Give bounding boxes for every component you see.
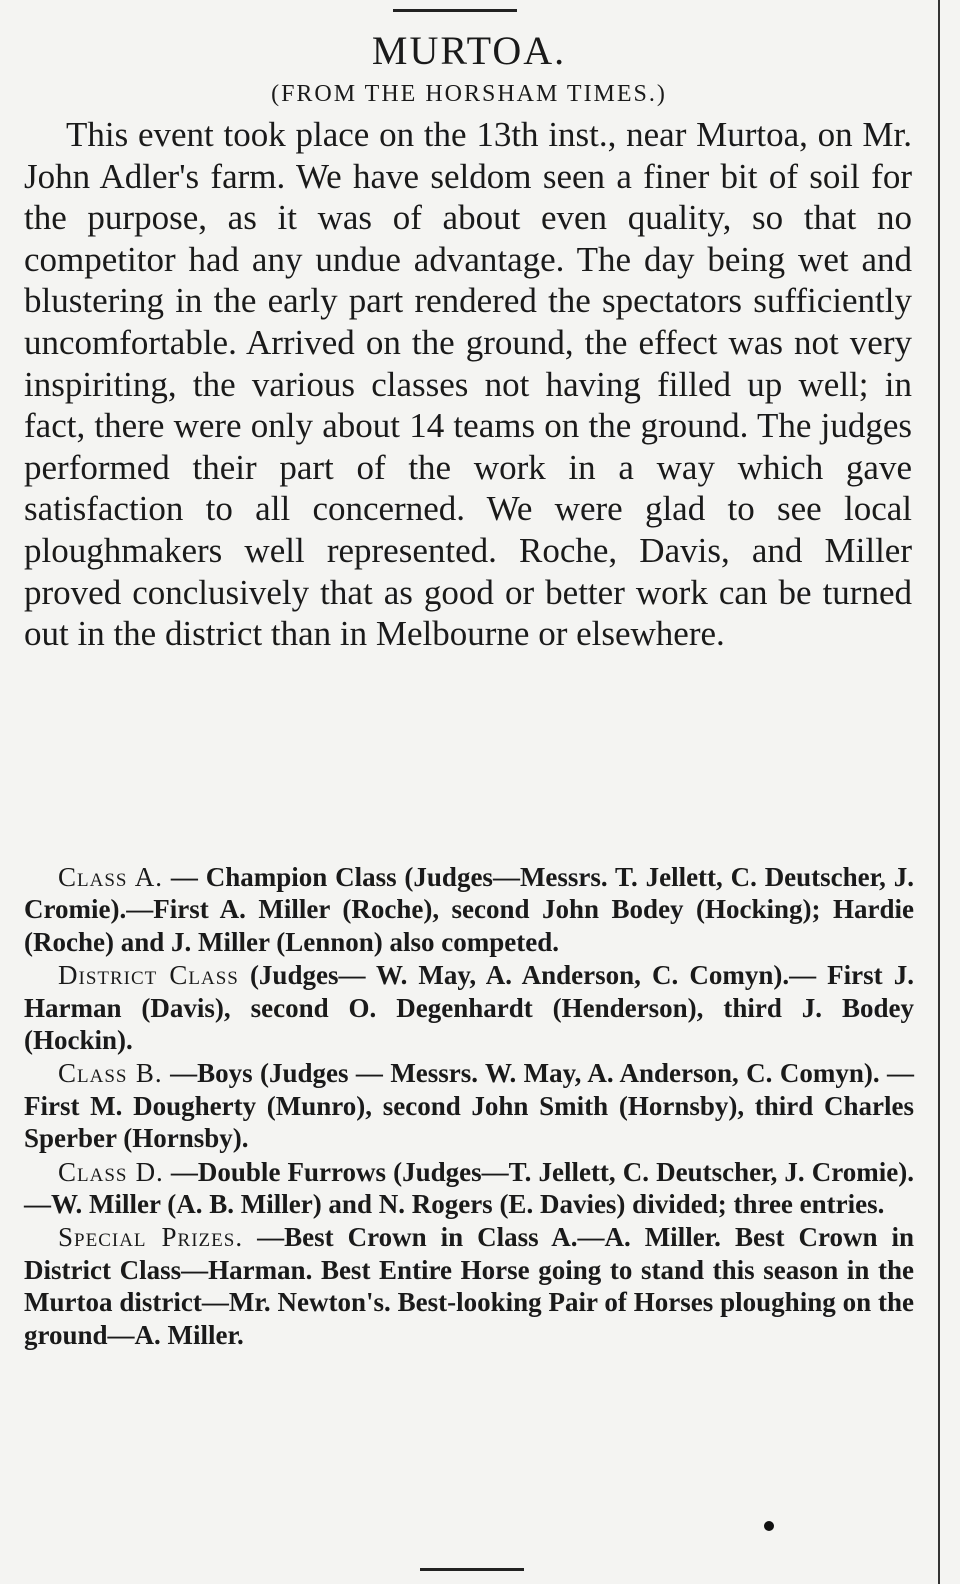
- result-text: —Double Furrows (Judges—T. Jellett, C. Deutscher, J. Cromie).—W. Miller (A. B. Miller) and N. Rogers (E. Davies) divided; three entries.: [24, 1156, 914, 1220]
- result-district-class: [24, 959, 914, 1056]
- result-class-b: [24, 1057, 914, 1154]
- result-class-a: [24, 861, 914, 958]
- article-source-line: (FROM THE HORSHAM TIMES.): [271, 81, 667, 107]
- result-class-d: [24, 1156, 914, 1221]
- result-heading: Class B.: [58, 1058, 163, 1089]
- results-list: [24, 861, 914, 1352]
- result-text: —Best Crown in Class A.—A. Miller. Best Crown in District Class—Harman. Best Entire Horse going to stand this season in the Murtoa district—Mr. Newton's. Best-looking Pair of Horses ploughing on the ground—A. Miller.: [24, 1222, 914, 1350]
- ink-dot-mark: [764, 1521, 774, 1531]
- result-special-prizes: [24, 1221, 914, 1351]
- result-text: —Boys (Judges — Messrs. W. May, A. Anderson, C. Comyn). —First M. Dougherty (Munro), second John Smith (Hornsby), third Charles Sperber (Hornsby).: [24, 1058, 914, 1154]
- result-heading: District Class: [58, 960, 239, 991]
- article-title: MURTOA.: [371, 28, 567, 73]
- result-heading: Class A.: [58, 862, 164, 892]
- article-body-paragraph: This event took place on the 13th inst., near Murtoa, on Mr. John Adler's farm. We have seldom seen a finer bit of soil for the purpose, as it was of about even quality, so that no competitor had any undue advantage. The day being wet and blustering in the early part rendered the spectators sufficiently uncomfortable. Arrived on the ground, the effect was not very inspiriting, the various classes not having filled up well; in fact, there were only about 14 teams on the ground. The judges performed their part of the work in a way which gave satisfaction to all concerned. We were glad to see local ploughmakers well represented. Roche, Davis, and Miller proved conclusively that as good or better work can be turned out in the district than in Melbourne or elsewhere.: [24, 115, 912, 654]
- bottom-divider-rule: [420, 1568, 524, 1571]
- result-text: — Champion Class (Judges—Messrs. T. Jellett, C. Deutscher, J. Cromie).—First A. Miller (Roche), second John Bodey (Hocking); Hardie (Roche) and J. Miller (Lennon) also competed.: [24, 862, 915, 957]
- result-heading: Class D.: [58, 1156, 164, 1187]
- top-divider-rule: [393, 9, 517, 12]
- result-text: (Judges— W. May, A. Anderson, C. Comyn).— First J. Harman (Davis), second O. Degenhardt (Henderson), third J. Bodey (Hockin).: [24, 960, 914, 1056]
- result-heading: Special Prizes.: [58, 1222, 244, 1253]
